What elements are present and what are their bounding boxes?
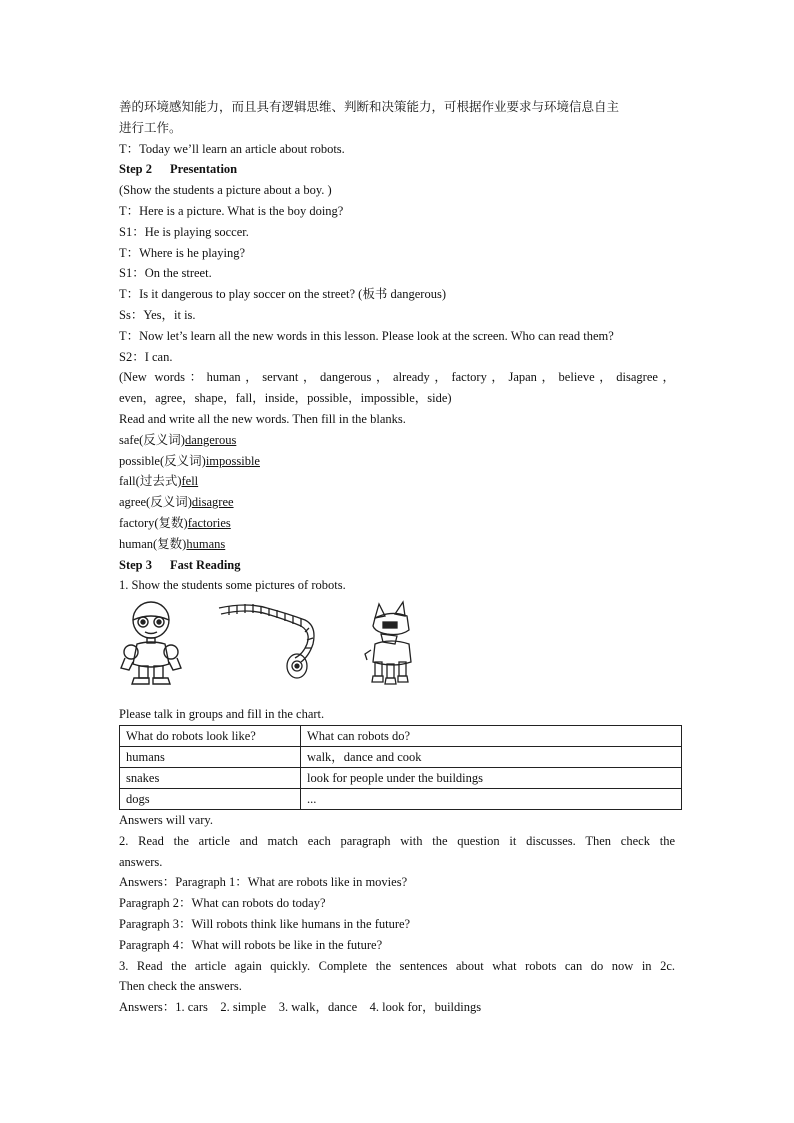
humanoid-robot-image <box>119 600 185 686</box>
dialogue-line: (Show the students a picture about a boy. ) <box>119 183 332 198</box>
step3-heading <box>119 555 675 576</box>
table-header-cell: What do robots look like? <box>120 725 301 746</box>
blank-answer: humans <box>186 536 226 551</box>
blank-prompt: factory(复数) <box>119 515 188 530</box>
blank-answer: dangerous <box>184 432 237 447</box>
step2-number: Step 2 <box>119 162 152 177</box>
answer-line: Paragraph 3：Will robots think like humans in the future? <box>119 916 411 931</box>
blank-item <box>119 430 675 451</box>
dialogue-line: T：Where is he playing? <box>119 245 245 260</box>
dialogue-line: Ss：Yes，it is. <box>119 307 196 322</box>
intro-line-2: 进行工作。 <box>119 119 182 135</box>
answer-line: Paragraph 2：What can robots do today? <box>119 896 326 911</box>
new-words-line-2: even，agree，shape，fall，inside，possible，impossible，side) <box>119 391 452 406</box>
blank-prompt: possible(反义词) <box>119 453 206 468</box>
table-cell: walk，dance and cook <box>301 746 682 767</box>
new-words-line-1: (New words：human，servant，dangerous，already，factory，Japan，believe，disagree， <box>119 370 675 385</box>
step2-heading <box>119 159 675 180</box>
step3-item-2-line-2: answers. <box>119 854 163 869</box>
dialogue-line: S1：He is playing soccer. <box>119 224 249 239</box>
dog-robot-image <box>361 600 417 688</box>
step2-title: Presentation <box>170 162 238 177</box>
blank-item <box>119 534 675 555</box>
answer-line: Answers：1. cars 2. simple 3. walk，dance 4. look for，buildings <box>119 1000 482 1015</box>
table-row <box>120 788 682 809</box>
table-cell: ... <box>301 788 682 809</box>
table-header-cell: What can robots do? <box>301 725 682 746</box>
step3-item-1: 1. Show the students some pictures of robots. <box>119 578 346 593</box>
table-header-row <box>120 725 682 746</box>
step3-item-2-line-1: 2. Read the article and match each paragraph with the question it discusses. Then check the <box>119 833 675 848</box>
blank-answer: impossible <box>205 453 260 468</box>
blank-answer: disagree <box>191 495 234 510</box>
answer-line: Paragraph 4：What will robots be like in the future? <box>119 937 383 952</box>
blank-prompt: agree(反义词) <box>119 495 192 510</box>
table-cell: dogs <box>120 788 301 809</box>
fill-instruction: Read and write all the new words. Then fill in the blanks. <box>119 411 406 426</box>
step3-item-3-line-2: Then check the answers. <box>119 979 242 994</box>
step3-title: Fast Reading <box>170 557 241 572</box>
dialogue-line: S2：I can. <box>119 349 173 364</box>
snake-robot-image <box>217 600 325 680</box>
step3-item-3-line-1: 3. Read the article again quickly. Complete the sentences about what robots can do now in 2c. <box>119 958 675 973</box>
table-cell: snakes <box>120 767 301 788</box>
answer-line: Answers：Paragraph 1：What are robots like in movies? <box>119 875 408 890</box>
blank-item <box>119 513 675 534</box>
table-cell: look for people under the buildings <box>301 767 682 788</box>
robots-chart-table <box>119 725 682 810</box>
blank-prompt: human(复数) <box>119 536 187 551</box>
answers-vary: Answers will vary. <box>119 812 213 827</box>
table-cell: humans <box>120 746 301 767</box>
blank-item <box>119 492 675 513</box>
dialogue-line: T：Here is a picture. What is the boy doing? <box>119 203 344 218</box>
table-row <box>120 767 682 788</box>
dialogue-line: T：Is it dangerous to play soccer on the street? (板书 dangerous) <box>119 287 446 302</box>
blank-item <box>119 471 675 492</box>
step3-number: Step 3 <box>119 557 152 572</box>
robot-pictures <box>119 600 675 712</box>
blank-prompt: fall(过去式) <box>119 474 182 489</box>
table-row <box>120 746 682 767</box>
dialogue-line: T：Now let’s learn all the new words in this lesson. Please look at the screen. Who can read them? <box>119 328 614 343</box>
chart-intro: Please talk in groups and fill in the chart. <box>119 707 325 722</box>
blank-item <box>119 451 675 472</box>
intro-line-3: T：Today we’ll learn an article about robots. <box>119 141 345 156</box>
intro-line-1: 善的环境感知能力，而且具有逻辑思维、判断和决策能力，可根据作业要求与环境信息自主 <box>119 99 620 114</box>
document-page <box>119 97 675 1018</box>
blank-answer: factories <box>187 515 231 530</box>
blank-prompt: safe(反义词) <box>119 432 185 447</box>
blank-answer: fell <box>181 474 199 489</box>
dialogue-line: S1：On the street. <box>119 266 212 281</box>
